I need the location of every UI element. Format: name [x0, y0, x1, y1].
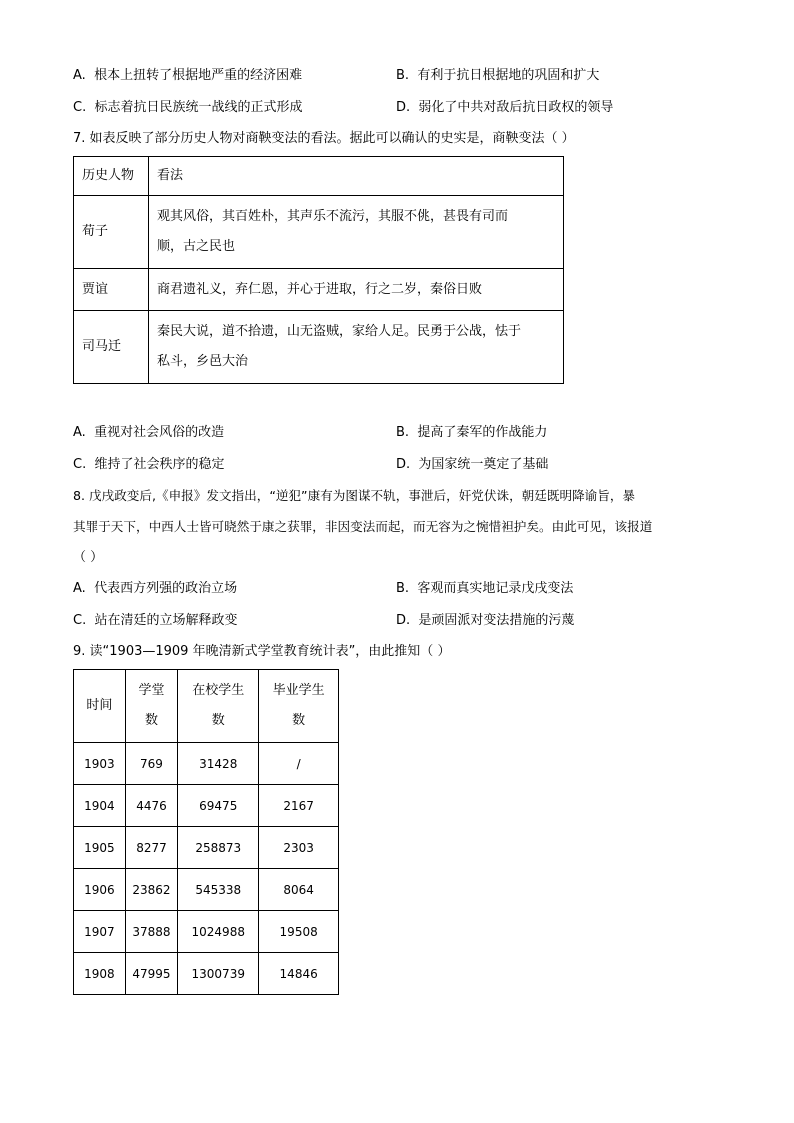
- person-cell: 贾谊: [74, 269, 149, 311]
- header-line: 学堂: [138, 683, 165, 698]
- students-cell: 1300739: [178, 953, 259, 995]
- view-cell: [149, 196, 564, 269]
- year-cell: 1905: [74, 827, 126, 869]
- header-graduates: [259, 670, 339, 743]
- q8-option-c: [73, 612, 238, 630]
- person-cell: 司马迁: [74, 311, 149, 384]
- graduates-cell: 2167: [259, 785, 339, 827]
- option-letter: B.: [396, 425, 410, 440]
- q7-table: [73, 156, 564, 384]
- year-cell: 1903: [74, 743, 126, 785]
- q7-option-b: [396, 424, 547, 442]
- graduates-cell: /: [259, 743, 339, 785]
- view-line: 私斗，乡邑大治: [157, 354, 249, 369]
- option-text: 提高了秦军的作战能力: [417, 425, 548, 440]
- view-line: 顺，古之民也: [157, 239, 236, 254]
- q7-option-c: [73, 456, 225, 474]
- header-year: [74, 670, 126, 743]
- option-text: 标志着抗日民族统一战线的正式形成: [94, 100, 303, 115]
- students-cell: 69475: [178, 785, 259, 827]
- q6-option-c: [73, 99, 303, 117]
- graduates-cell: 19508: [259, 911, 339, 953]
- schools-cell: 23862: [125, 869, 177, 911]
- year-cell: 1908: [74, 953, 126, 995]
- table-row: [74, 269, 564, 311]
- option-letter: A.: [73, 68, 86, 83]
- students-cell: 545338: [178, 869, 259, 911]
- option-text: 代表西方列强的政治立场: [94, 581, 238, 596]
- year-cell: 1904: [74, 785, 126, 827]
- q7-stem: 7. 如表反映了部分历史人物对商鞅变法的看法。据此可以确认的史实是，商鞅变法（ ）: [73, 131, 575, 146]
- schools-cell: 769: [125, 743, 177, 785]
- q7-option-d: [396, 456, 548, 474]
- table-row: [74, 911, 339, 953]
- students-cell: 258873: [178, 827, 259, 869]
- option-letter: A.: [73, 425, 86, 440]
- option-text: 站在清廷的立场解释政变: [94, 613, 238, 628]
- q8-stem-line-1: 8. 戊戌政变后,《申报》发文指出，“逆犯”康有为图谋不轨，事泄后，奸党伏诛，朝廷既明降谕旨，暴: [73, 488, 636, 503]
- option-text: 维持了社会秩序的稳定: [94, 457, 225, 472]
- q8-option-a: [73, 580, 237, 598]
- table-row: [74, 311, 564, 384]
- table-header-row: [74, 157, 564, 196]
- header-students: [178, 670, 259, 743]
- header-line: 毕业学生: [272, 683, 325, 698]
- option-letter: C.: [73, 457, 87, 472]
- table-row: [74, 869, 339, 911]
- option-text: 是顽固派对变法措施的污蔑: [418, 613, 575, 628]
- header-view: 看法: [149, 157, 564, 196]
- option-text: 根本上扭转了根据地严重的经济困难: [94, 68, 303, 83]
- q6-option-a: [73, 67, 302, 85]
- header-line: 在校学生: [192, 683, 245, 698]
- option-text: 重视对社会风俗的改造: [94, 425, 225, 440]
- header-line: 数: [292, 713, 306, 728]
- year-cell: 1906: [74, 869, 126, 911]
- q8-option-b: [396, 580, 573, 598]
- schools-cell: 37888: [125, 911, 177, 953]
- option-letter: C.: [73, 100, 87, 115]
- option-letter: C.: [73, 613, 87, 628]
- schools-cell: 8277: [125, 827, 177, 869]
- option-letter: D.: [396, 100, 411, 115]
- option-text: 客观而真实地记录戊戌变法: [417, 581, 574, 596]
- table-row: [74, 827, 339, 869]
- option-letter: A.: [73, 581, 86, 596]
- view-cell: [149, 311, 564, 384]
- table-header-row: [74, 670, 339, 743]
- q9-stem: 9. 读“1903—1909 年晚清新式学堂教育统计表”，由此推知（ ）: [73, 644, 451, 659]
- option-letter: D.: [396, 457, 411, 472]
- year-cell: 1907: [74, 911, 126, 953]
- schools-cell: 47995: [125, 953, 177, 995]
- header-line: 数: [211, 713, 225, 728]
- view-cell: [149, 269, 564, 311]
- table-row: [74, 785, 339, 827]
- option-text: 为国家统一奠定了基础: [418, 457, 549, 472]
- q8-stem-line-2: 其罪于天下，中西人士皆可晓然于康之获罪，非因变法而起，而无容为之惋惜袒护矣。由此可见，该报道: [73, 519, 653, 534]
- table-row: [74, 953, 339, 995]
- option-letter: D.: [396, 613, 411, 628]
- option-letter: B.: [396, 581, 410, 596]
- graduates-cell: 14846: [259, 953, 339, 995]
- table-row: [74, 196, 564, 269]
- q6-option-b: [396, 67, 599, 85]
- q9-table: [73, 669, 339, 995]
- view-line: 商君遗礼义，弃仁恩，并心于进取，行之二岁，秦俗日败: [157, 281, 483, 297]
- table-row: [74, 743, 339, 785]
- schools-cell: 4476: [125, 785, 177, 827]
- view-line: 秦民大说，道不拾遗，山无盗贼，家给人足。民勇于公战，怯于: [157, 324, 522, 339]
- students-cell: 31428: [178, 743, 259, 785]
- graduates-cell: 8064: [259, 869, 339, 911]
- option-text: 弱化了中共对敌后抗日政权的领导: [418, 100, 614, 115]
- header-schools: [125, 670, 177, 743]
- q8-option-d: [396, 612, 574, 630]
- q8-stem-line-3: （ ）: [73, 550, 104, 565]
- header-person: 历史人物: [74, 157, 149, 196]
- header-line: 数: [144, 713, 158, 728]
- q6-option-d: [396, 99, 613, 117]
- q7-option-a: [73, 424, 224, 442]
- header-line: 时间: [86, 698, 113, 713]
- students-cell: 1024988: [178, 911, 259, 953]
- option-letter: B.: [396, 68, 410, 83]
- view-line: 观其风俗，其百姓朴，其声乐不流污，其服不佻，甚畏有司而: [157, 209, 509, 224]
- option-text: 有利于抗日根据地的巩固和扩大: [417, 68, 600, 83]
- graduates-cell: 2303: [259, 827, 339, 869]
- person-cell: 荀子: [74, 196, 149, 269]
